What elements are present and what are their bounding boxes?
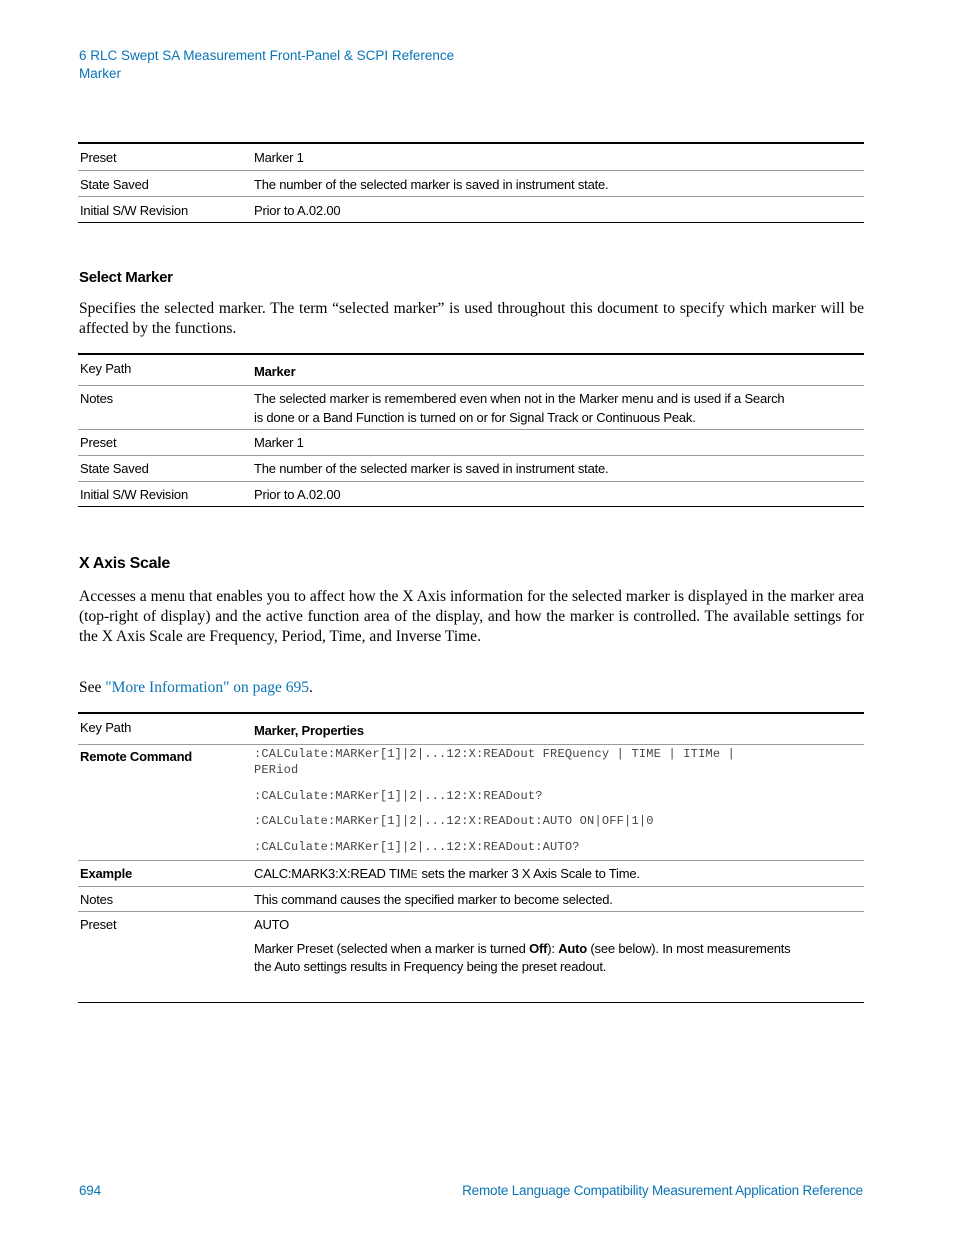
running-header-chapter: 6 RLC Swept SA Measurement Front-Panel & SCPI Reference xyxy=(79,48,455,63)
key-path-label: Key Path xyxy=(78,354,252,385)
row-key: State Saved xyxy=(78,170,252,196)
marker-properties-table xyxy=(78,142,864,223)
see-prefix: See xyxy=(79,679,106,696)
section-title-select-marker: Select Marker xyxy=(79,269,173,286)
table-row xyxy=(78,886,864,911)
preset-text: (see below). In most measurements xyxy=(587,940,791,956)
table-row xyxy=(78,911,864,1002)
remote-command-value xyxy=(252,744,864,860)
x-axis-scale-description: Accesses a menu that enables you to affect how the X Axis information for the selected marker is displayed in the marker area (top-right of display) and the active function area of the display, and how the marker is controlled. The available settings for the X Axis Scale are Frequency, Period, Time, and Inverse Time. xyxy=(79,588,864,645)
key-path-value: Marker xyxy=(252,354,864,385)
preset-text: Marker Preset (selected when a marker is turned xyxy=(254,940,530,956)
remote-command-label: Remote Command xyxy=(78,744,252,860)
notes-value: This command causes the specified marker to become selected. xyxy=(252,886,864,911)
table-row xyxy=(78,385,864,429)
example-label: Example xyxy=(78,860,252,886)
example-command: CALC:MARK3:X:READ TIM xyxy=(254,865,411,881)
preset-label: Preset xyxy=(78,911,252,1002)
notes-label: Notes xyxy=(78,886,252,911)
see-suffix: . xyxy=(309,679,313,696)
section-title-x-axis-scale: X Axis Scale xyxy=(79,555,170,572)
notes-value xyxy=(252,385,864,429)
table-row xyxy=(78,429,864,455)
see-more-information xyxy=(79,678,864,698)
remote-command-line: :CALCulate:MARKer[1]|2|...12:X:READout FREQuency | TIME | ITIMe | xyxy=(254,746,736,761)
table-row xyxy=(78,196,864,222)
select-marker-description: Specifies the selected marker. The term “selected marker” is used throughout this document to specify which marker will be affected by the functions. xyxy=(79,300,864,337)
preset-auto-value: AUTO xyxy=(254,916,290,932)
example-value xyxy=(252,860,864,886)
select-marker-table xyxy=(78,353,864,507)
table-row xyxy=(78,713,864,744)
notes-line: The selected marker is remembered even when not in the Marker menu and is used if a Search xyxy=(254,390,785,406)
table-row xyxy=(78,455,864,481)
preset-value xyxy=(252,911,864,1002)
row-key: Preset xyxy=(78,143,252,170)
remote-command-line: :CALCulate:MARKer[1]|2|...12:X:READout? xyxy=(254,788,543,803)
preset-text: ): xyxy=(547,940,559,956)
table-row xyxy=(78,860,864,886)
row-value: The number of the selected marker is saved in instrument state. xyxy=(252,170,864,196)
table-row xyxy=(78,170,864,196)
table-row xyxy=(78,143,864,170)
preset-label: Preset xyxy=(78,429,252,455)
remote-command-line: :CALCulate:MARKer[1]|2|...12:X:READout:AUTO? xyxy=(254,839,580,854)
document-title: Remote Language Compatibility Measurement Application Reference xyxy=(462,1183,863,1198)
remote-command-line: :CALCulate:MARKer[1]|2|...12:X:READout:AUTO ON|OFF|1|0 xyxy=(254,813,654,828)
x-axis-scale-table xyxy=(78,712,864,1003)
row-key: Initial S/W Revision xyxy=(78,196,252,222)
example-description: sets the marker 3 X Axis Scale to Time. xyxy=(418,865,640,881)
revision-label: Initial S/W Revision xyxy=(78,481,252,506)
state-saved-label: State Saved xyxy=(78,455,252,481)
remote-command-line: PERiod xyxy=(254,762,299,777)
revision-value: Prior to A.02.00 xyxy=(252,481,864,506)
state-saved-value: The number of the selected marker is saved in instrument state. xyxy=(252,455,864,481)
notes-label: Notes xyxy=(78,385,252,429)
table-row xyxy=(78,481,864,506)
page-number: 694 xyxy=(79,1183,101,1198)
preset-auto: Auto xyxy=(558,940,588,956)
row-value: Prior to A.02.00 xyxy=(252,196,864,222)
running-header-section: Marker xyxy=(79,66,122,81)
key-path-label: Key Path xyxy=(78,713,252,744)
preset-description-line2: the Auto settings results in Frequency being the preset readout. xyxy=(254,958,607,974)
table-row xyxy=(78,744,864,860)
table-row xyxy=(78,354,864,385)
example-command-tail: E xyxy=(410,867,419,882)
key-path-value: Marker, Properties xyxy=(252,713,864,744)
notes-line: is done or a Band Function is turned on or for Signal Track or Continuous Peak. xyxy=(254,409,696,425)
more-information-link[interactable]: "More Information" on page 695 xyxy=(105,679,310,696)
preset-value: Marker 1 xyxy=(252,429,864,455)
preset-description xyxy=(254,940,864,957)
preset-off: Off xyxy=(529,940,548,956)
row-value: Marker 1 xyxy=(252,143,864,170)
